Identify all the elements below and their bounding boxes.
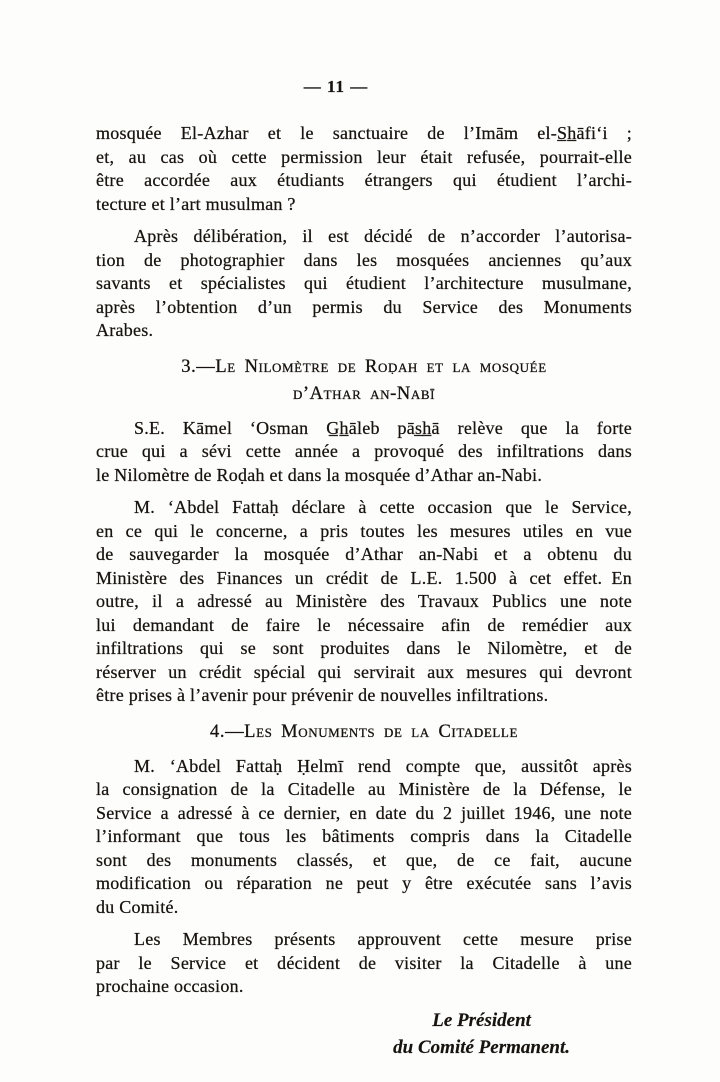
paragraph-continuation	[96, 122, 632, 216]
signature-title: Le Président	[432, 1009, 531, 1031]
text-line: Service a adressé à ce dernier, en date du 2 juillet 1946, une note	[96, 802, 632, 823]
text-line: infiltrations qui se sont produites dans le Nilomètre, et de	[96, 638, 632, 658]
text-line: réserver un crédit spécial qui servirait aux mesures qui devront	[96, 661, 632, 682]
heading-line: 3.—Le Nilomètre de Roḍah et la mosquée	[181, 356, 547, 377]
text-line: tecture et l’art musulman ?	[96, 193, 296, 214]
text-line: mosquée El-Azhar et le sanctuaire de l’Imām el-S̲h̲āfi‘i ;	[96, 123, 632, 143]
text-line: Arabes.	[96, 320, 154, 340]
text-line: tion de photographier dans les mosquées anciennes qu’aux	[96, 249, 632, 270]
text-line: le Nilomètre de Roḍah et dans la mosquée d’Athar an-Nabi.	[96, 464, 543, 485]
text-line: après l’obtention d’un permis du Service des Monuments	[96, 296, 632, 317]
signature-block	[393, 1007, 570, 1061]
section-heading-4	[96, 719, 632, 746]
signature-subtitle: du Comité Permanent.	[393, 1036, 570, 1058]
text-line: prochaine occasion.	[96, 976, 244, 996]
text-line: S.E. Kāmel ‘Osman G̲h̲āleb pās̲h̲ā relève que la forte	[134, 417, 632, 438]
text-block	[96, 76, 632, 1061]
text-line: crue qui a sévi cette année a provoqué des infiltrations dans	[96, 441, 632, 461]
text-line: outre, il a adressé au Ministère des Travaux Publics une note	[96, 591, 632, 611]
text-line: en ce qui le concerne, a pris toutes les mesures utiles en vue	[96, 520, 632, 541]
text-line: M. ‘Abdel Fattaḥ déclare à cette occasion que le Service,	[134, 497, 632, 517]
text-line: de sauvegarder la mosquée d’Athar an-Nabi et a obtenu du	[96, 544, 632, 564]
text-line: modification ou réparation ne peut y être exécutée sans l’avis	[96, 873, 632, 893]
text-line: du Comité.	[96, 896, 179, 917]
section-heading-3	[96, 354, 632, 408]
paragraph-deliberation	[96, 225, 632, 343]
text-line: M. ‘Abdel Fattaḥ Ḥelmī rend compte que, aussitôt après	[134, 755, 632, 776]
text-line: Après délibération, il est décidé de n’accorder l’autorisa-	[134, 226, 632, 246]
heading-line: d’Athar an-Nabī	[292, 383, 436, 404]
text-line: savants et spécialistes qui étudient l’architecture musulmane,	[96, 273, 632, 293]
paragraph-members-approval	[96, 928, 632, 999]
text-line: Ministère des Finances un crédit de L.E. 1.500 à cet effet. En	[96, 567, 632, 588]
paragraph-nilometre-report	[96, 417, 632, 488]
paragraph-citadelle-report	[96, 755, 632, 920]
text-line: Les Membres présents approuvent cette mesure prise	[134, 929, 632, 949]
text-line: lui demandant de faire le nécessaire afin de remédier aux	[96, 614, 632, 635]
text-line: par le Service et décident de visiter la Citadelle à une	[96, 952, 632, 973]
text-line: et, au cas où cette permission leur était refusée, pourrait-elle	[96, 146, 632, 167]
page-number: — 11 —	[303, 77, 369, 96]
text-line: être accordée aux étudiants étrangers qui étudient l’archi-	[96, 170, 632, 190]
heading-line: 4.—Les Monuments de la Citadelle	[210, 721, 518, 742]
text-line: l’informant que tous les bâtiments compris dans la Citadelle	[96, 826, 632, 846]
text-line: sont des monuments classés, et que, de ce fait, aucune	[96, 849, 632, 870]
text-line: la consignation de la Citadelle au Ministère de la Défense, le	[96, 779, 632, 799]
text-line: être prises à l’avenir pour prévenir de nouvelles infiltrations.	[96, 685, 549, 705]
paragraph-abdel-fattah-declaration	[96, 496, 632, 708]
